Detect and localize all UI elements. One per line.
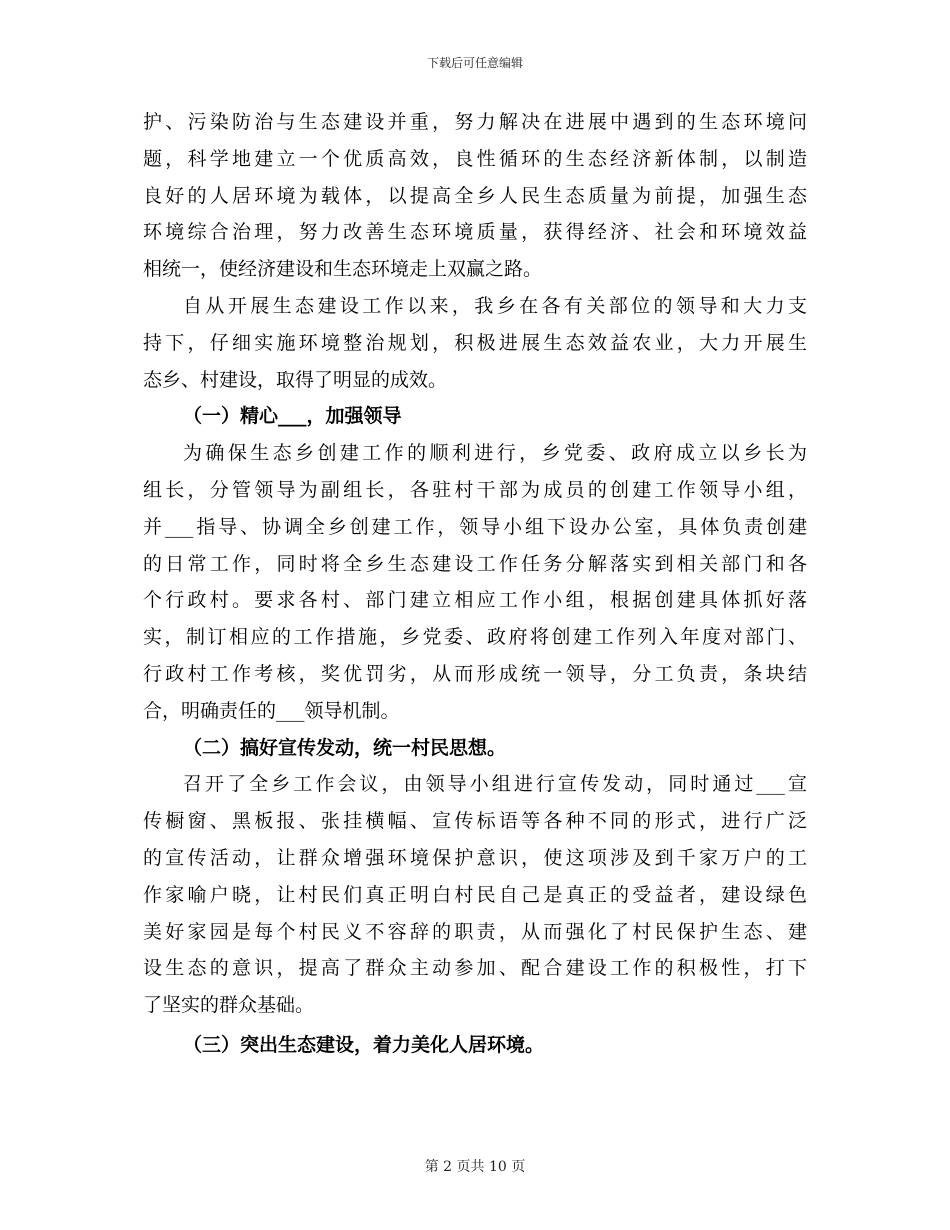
paragraph-line: 实，制订相应的工作措施，乡党委、政府将创建工作列入年度对部门、	[143, 626, 807, 649]
paragraph-line: 召开了全乡工作会议，由领导小组进行宣传发动，同时通过___宣	[183, 773, 807, 796]
paragraph-line: 了坚实的群众基础。	[143, 994, 315, 1017]
paragraph-line: 合，明确责任的___领导机制。	[143, 699, 400, 722]
paragraph-line: 作家喻户晓，让村民们真正明白村民自己是真正的受益者，建设绿色	[143, 883, 807, 906]
page-header: 下载后可任意编辑	[426, 56, 523, 70]
paragraph-line: 态乡、村建设，取得了明显的成效。	[143, 368, 448, 391]
paragraph-line: 并___指导、协调全乡创建工作，领导小组下设办公室，具体负责创建	[143, 515, 807, 538]
paragraph-line: 传橱窗、黑板报、张挂横幅、宣传标语等各种不同的形式，进行广泛	[143, 810, 807, 833]
paragraph-line: 行政村工作考核，奖优罚劣，从而形成统一领导，分工负责，条块结	[143, 662, 807, 685]
paragraph-line: 护、污染防治与生态建设并重，努力解决在进展中遇到的生态环境问	[143, 111, 807, 133]
paragraph-line: 良好的人居环境为载体，以提高全乡人民生态质量为前提，加强生态	[143, 184, 807, 207]
paragraph-line: 相统一，使经济建设和生态环境走上双赢之路。	[143, 258, 543, 281]
section-heading-3: （三）突出生态建设，着力美化人居环境。	[183, 1033, 545, 1056]
paragraph-line: 的日常工作，同时将全乡生态建设工作任务分解落实到相关部门和各	[143, 552, 807, 575]
paragraph-line: 的宣传活动，让群众增强环境保护意识，使这项涉及到千家万户的工	[143, 846, 807, 869]
paragraph-line: 组长，分管领导为副组长，各驻村干部为成员的创建工作领导小组，	[143, 478, 807, 501]
paragraph-line: 题，科学地建立一个优质高效，良性循环的生态经济新体制，以制造	[143, 147, 807, 170]
paragraph-line: 环境综合治理，努力改善生态环境质量，获得经济、社会和环境效益	[143, 221, 807, 244]
section-heading-1: （一）精心___，加强领导	[183, 405, 402, 428]
paragraph-line: 设生态的意识，提高了群众主动参加、配合建设工作的积极性，打下	[143, 957, 807, 980]
paragraph-line: 个行政村。要求各村、部门建立相应工作小组，根据创建具体抓好落	[143, 589, 807, 612]
section-heading-2: （二）搞好宣传发动，统一村民思想。	[183, 736, 507, 759]
paragraph-line: 为确保生态乡创建工作的顺利进行，乡党委、政府成立以乡长为	[183, 442, 807, 465]
paragraph-line: 美好家园是每个村民义不容辞的职责，从而强化了村民保护生态、建	[143, 920, 807, 943]
paragraph-line: 自从开展生态建设工作以来，我乡在各有关部位的领导和大力支	[183, 294, 807, 317]
page-footer: 第 2 页共 10 页	[424, 1159, 526, 1175]
paragraph-line: 持下，仔细实施环境整治规划，积极进展生态效益农业，大力开展生	[143, 331, 807, 354]
document-body	[143, 104, 807, 1064]
